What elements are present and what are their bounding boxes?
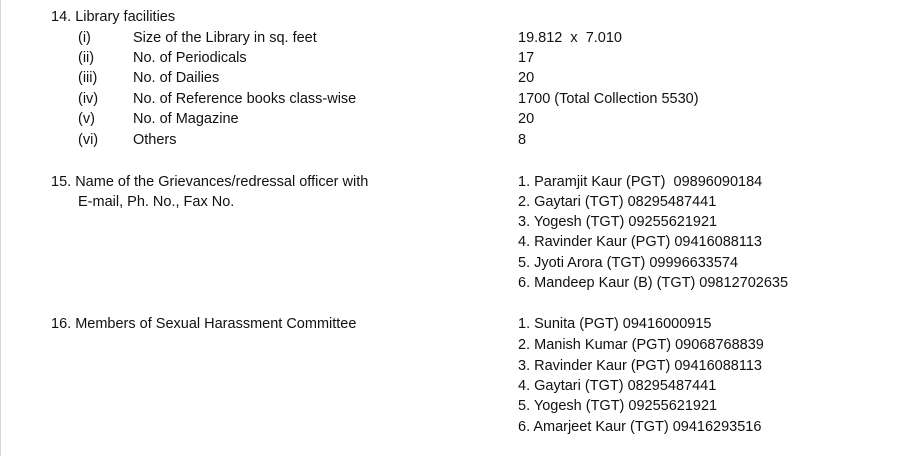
committee-member: 1. Sunita (PGT) 09416000915 (518, 316, 712, 332)
item-value: 19.812 x 7.010 (518, 30, 622, 46)
section-16-heading (51, 314, 356, 334)
grievance-officer: 3. Yogesh (TGT) 09255621921 (518, 214, 718, 230)
item-roman: (iv) (78, 91, 99, 107)
item-roman: (v) (78, 111, 95, 127)
item-value: 17 (518, 50, 535, 66)
grievance-officer: 6. Mandeep Kaur (B) (TGT) 09812702635 (518, 275, 789, 291)
item-value: 8 (518, 132, 527, 148)
item-label: Size of the Library in sq. feet (133, 30, 317, 46)
committee-member: 3. Ravinder Kaur (PGT) 09416088113 (518, 358, 762, 374)
item-label: No. of Magazine (133, 111, 239, 127)
item-roman: (i) (78, 30, 91, 46)
item-label: No. of Reference books class-wise (133, 91, 357, 107)
grievance-officer: 5. Jyoti Arora (TGT) 09996633574 (518, 255, 739, 271)
section-number: 15. (51, 174, 72, 190)
grievance-officer: 2. Gaytari (TGT) 08295487441 (518, 194, 717, 210)
item-value: 1700 (Total Collection 5530) (518, 91, 699, 107)
committee-member: 2. Manish Kumar (PGT) 09068768839 (518, 337, 764, 353)
item-roman: (iii) (78, 70, 98, 86)
item-roman: (vi) (78, 132, 99, 148)
section-15-heading (51, 172, 368, 192)
page-edge (0, 0, 1, 456)
committee-member: 6. Amarjeet Kaur (TGT) 09416293516 (518, 419, 762, 435)
item-label: Others (133, 132, 177, 148)
item-roman: (ii) (78, 50, 95, 66)
grievance-officer: 1. Paramjit Kaur (PGT) 09896090184 (518, 174, 763, 190)
item-value: 20 (518, 111, 535, 127)
grievance-officer: 4. Ravinder Kaur (PGT) 09416088113 (518, 234, 762, 250)
committee-member: 4. Gaytari (TGT) 08295487441 (518, 378, 717, 394)
section-title-continued: E-mail, Ph. No., Fax No. (78, 194, 235, 210)
section-number: 14. (51, 9, 72, 25)
item-label: No. of Periodicals (133, 50, 247, 66)
section-title: Library facilities (75, 9, 176, 25)
item-value: 20 (518, 70, 535, 86)
item-label: No. of Dailies (133, 70, 220, 86)
section-14-heading (51, 7, 175, 27)
section-number: 16. (51, 316, 72, 332)
section-title: Members of Sexual Harassment Committee (75, 316, 357, 332)
section-title: Name of the Grievances/redressal officer with (75, 174, 369, 190)
committee-member: 5. Yogesh (TGT) 09255621921 (518, 398, 718, 414)
